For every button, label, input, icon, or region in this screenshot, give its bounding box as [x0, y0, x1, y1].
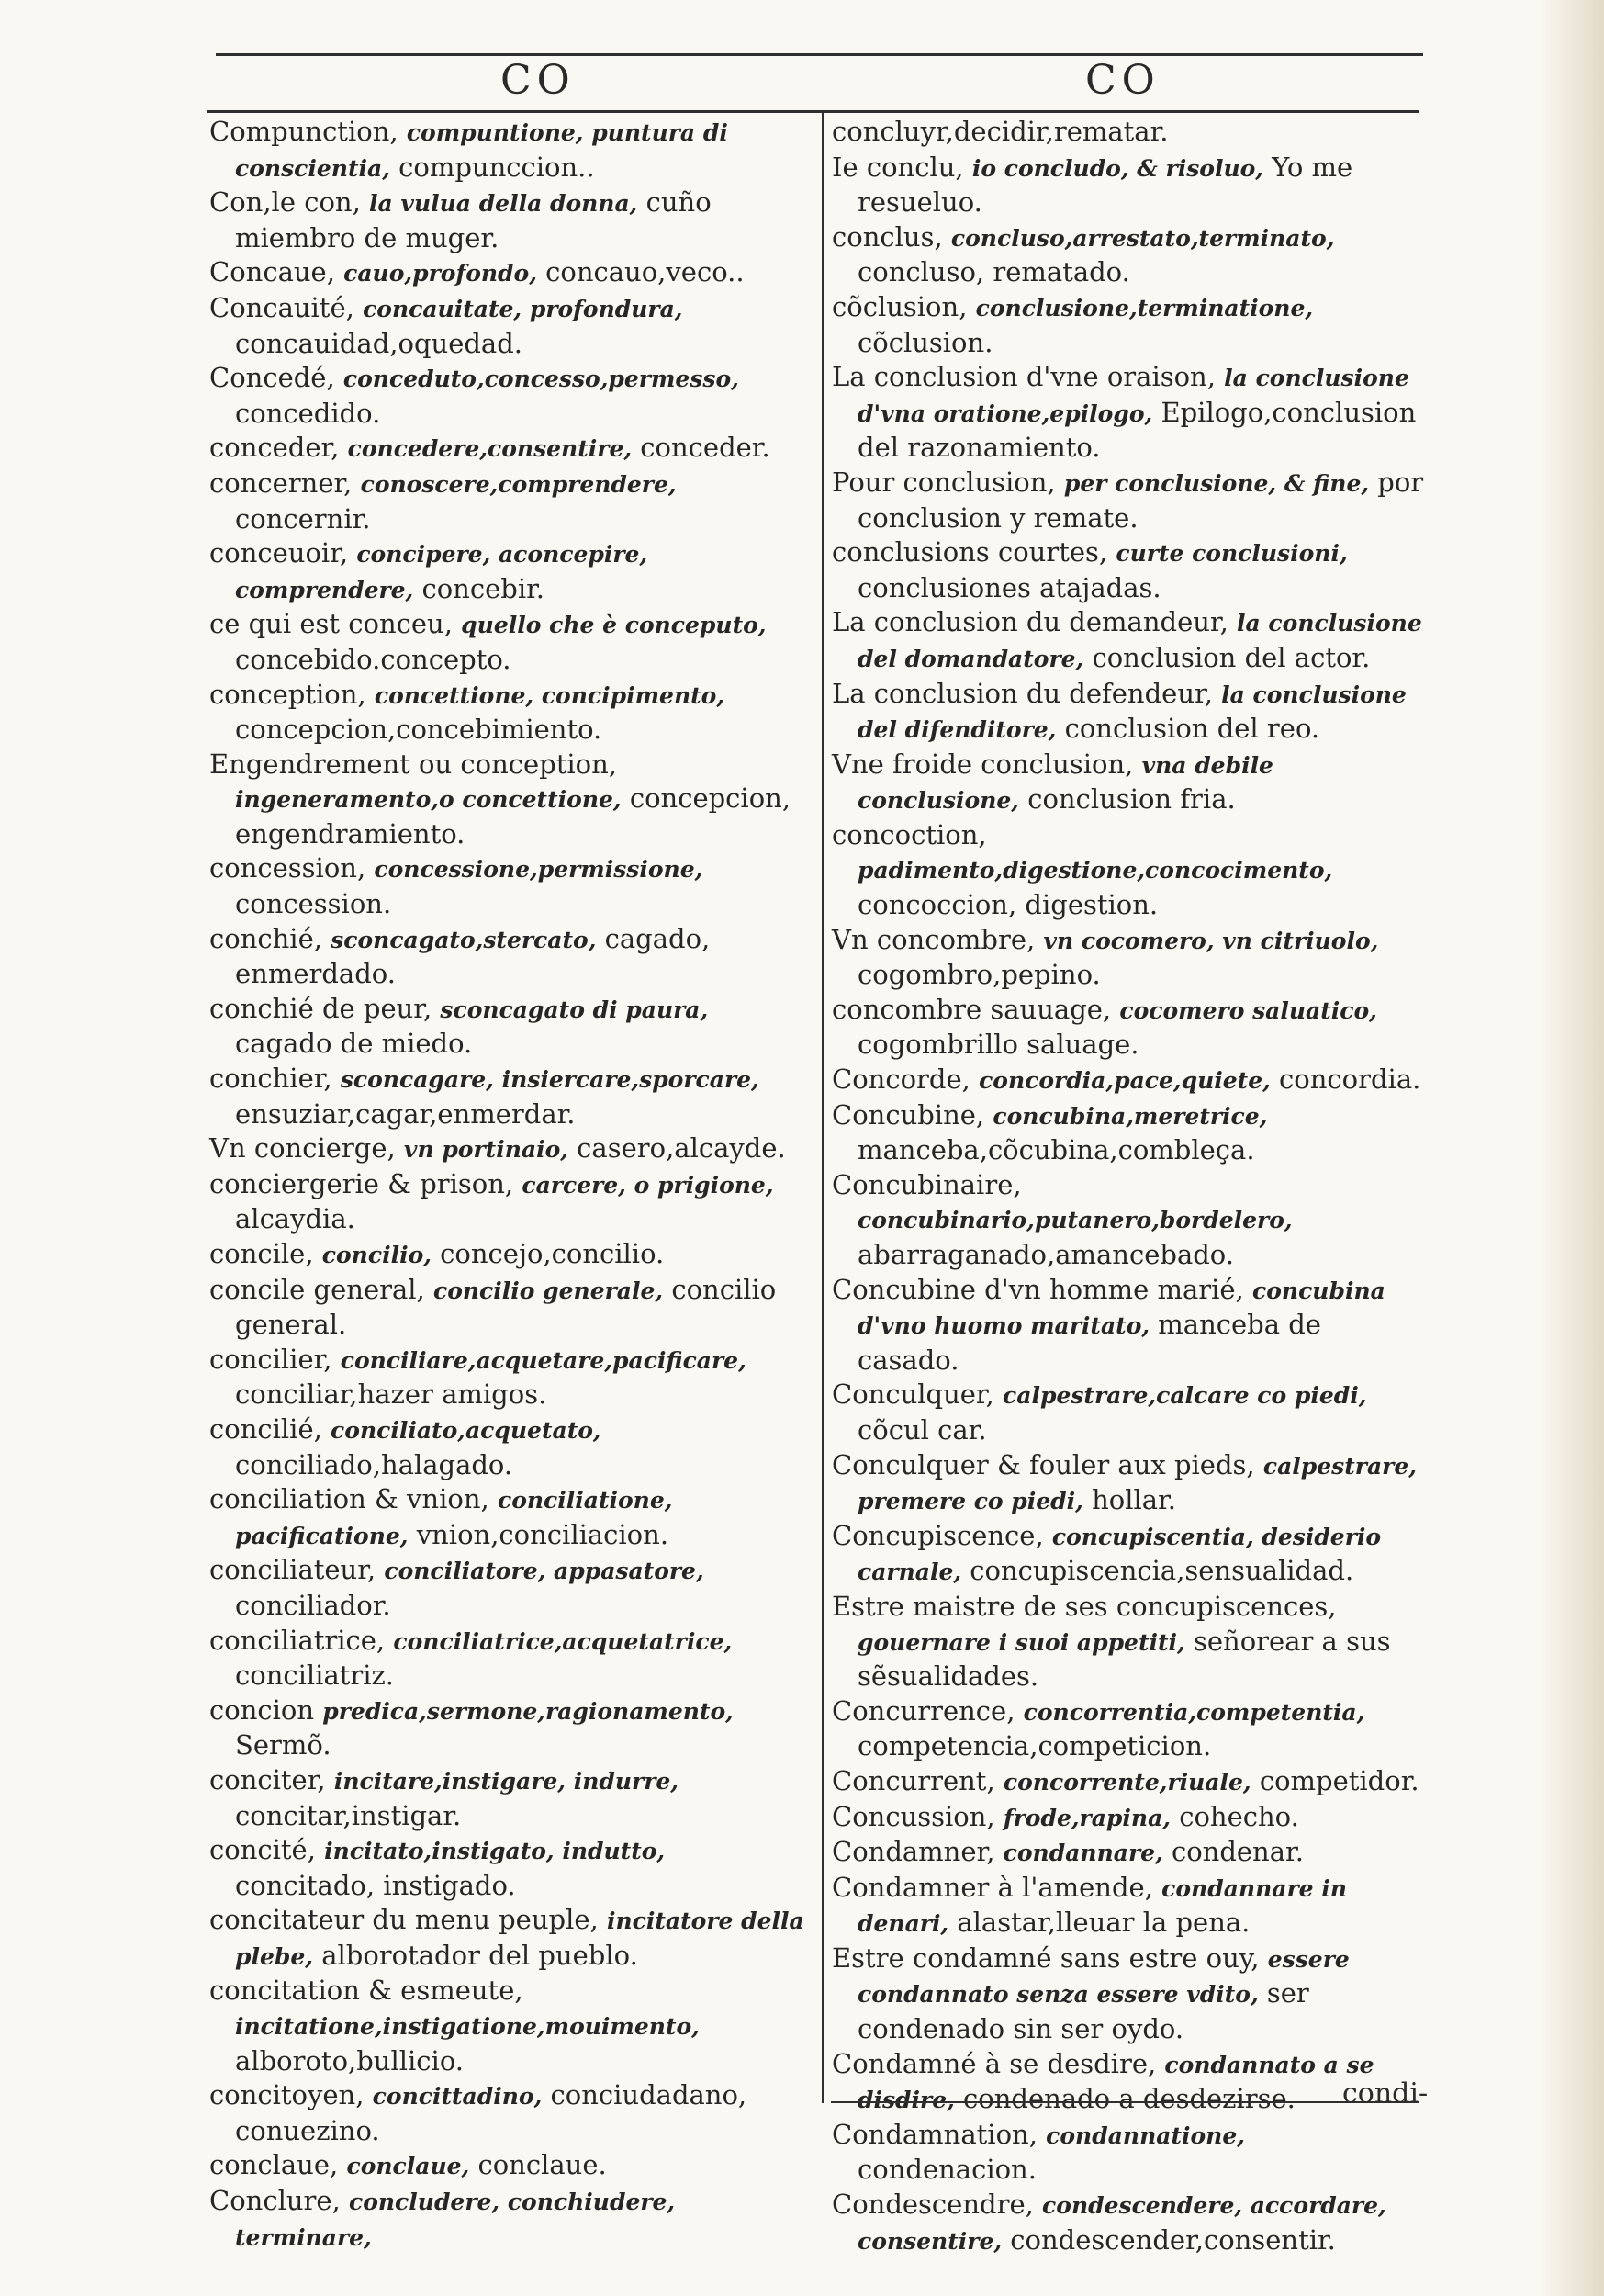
dictionary-entry [209, 255, 811, 291]
running-head-right: CO [1085, 57, 1161, 104]
spanish-gloss: concession. [235, 888, 392, 920]
headword: Conculquer & fouler aux pieds, [832, 1448, 1255, 1480]
spanish-gloss: concitar,instigar. [235, 1799, 462, 1831]
italian-gloss: per conclusione, & fine, [1063, 469, 1370, 497]
italian-gloss: concilio, [321, 1242, 432, 1268]
dictionary-entry [209, 1903, 811, 1974]
italian-gloss: io concludo, & risoluo, [971, 154, 1264, 182]
headword: Vn concombre, [832, 923, 1036, 955]
spanish-gloss: Epilogo,conclusion del razonamiento. [858, 396, 1417, 464]
dictionary-entry [209, 851, 811, 921]
spanish-gloss: abarraganado,amancebado. [858, 1239, 1234, 1270]
dictionary-entry [832, 1835, 1424, 1871]
spanish-gloss: cõcul car. [858, 1413, 987, 1446]
dictionary-entry [832, 535, 1424, 605]
spanish-gloss: condescender,consentir. [1010, 2223, 1336, 2256]
headword: Compunction, [209, 116, 398, 147]
dictionary-entry [832, 1941, 1424, 2047]
italian-gloss: concorrentia,competentia, [1023, 1698, 1365, 1726]
italian-gloss: concupiscentia, desiderio carnale, [858, 1523, 1382, 1586]
headword: Concubinaire, [832, 1168, 1022, 1200]
italian-gloss: frode,rapina, [1003, 1804, 1171, 1831]
spanish-gloss: concauidad,oquedad. [235, 327, 522, 359]
right-column [832, 115, 1424, 2258]
headword: conciliateur, [209, 1554, 376, 1586]
italian-gloss: curte conclusioni, [1116, 540, 1348, 568]
headword: Pour conclusion, [832, 466, 1056, 498]
dictionary-entry [832, 1273, 1424, 1379]
headword: conchié de peur, [209, 992, 432, 1024]
headword: La conclusion du demandeur, [832, 606, 1228, 638]
italian-gloss: incitatore della plebe, [235, 1908, 804, 1970]
italian-gloss: essere condannato senza essere vdito, [858, 1945, 1350, 2009]
dictionary-entry [832, 2118, 1424, 2188]
italian-gloss: vn cocomero, vn citriuolo, [1043, 927, 1379, 954]
dictionary-entry [209, 1553, 811, 1623]
headword: conciergerie & prison, [209, 1167, 514, 1199]
spanish-gloss: conciliar,hazer amigos. [235, 1379, 547, 1411]
dictionary-entry [832, 1800, 1424, 1836]
headword: Concussion, [832, 1800, 995, 1832]
spanish-gloss: condenacion. [858, 2154, 1037, 2186]
italian-gloss: cocomero saluatico, [1119, 996, 1377, 1024]
spanish-gloss: concluso, rematado. [858, 256, 1130, 288]
dictionary-entry [832, 1448, 1424, 1519]
dictionary-entry [832, 2188, 1424, 2258]
spanish-gloss: concepcion, engendramiento. [235, 782, 791, 850]
spanish-gloss: conciudadano, conuezino. [235, 2079, 747, 2146]
dictionary-entry [209, 536, 811, 607]
italian-gloss: concubinario,putanero,bordelero, [858, 1207, 1293, 1234]
dictionary-entry [209, 1763, 811, 1833]
headword: conciter, [209, 1763, 326, 1795]
headword: concile general, [209, 1273, 425, 1305]
italian-gloss: la conclusione del domandatore, [858, 610, 1422, 672]
dictionary-entry [209, 1624, 811, 1694]
spanish-gloss: Sermõ. [235, 1729, 331, 1761]
italian-gloss: conoscere,comprendere, [360, 470, 677, 498]
headword: Concurrent, [832, 1764, 995, 1796]
italian-gloss: condannare, [1003, 1840, 1163, 1867]
headword: Engendrement ou conception, [209, 748, 618, 780]
headword: Vne froide conclusion, [832, 748, 1134, 780]
spanish-gloss: ser condenado sin ser oydo. [858, 1977, 1309, 2045]
spanish-gloss: concepcion,concebimiento. [235, 714, 602, 746]
italian-gloss: vn portinaio, [403, 1136, 568, 1164]
spanish-gloss: concitado, instigado. [235, 1869, 516, 1901]
italian-gloss: conciliatore, appasatore, [384, 1558, 704, 1585]
spanish-gloss: condenado a desdezirse. [963, 2083, 1296, 2115]
dictionary-entry [832, 290, 1424, 360]
italian-gloss: concessione,permissione, [374, 856, 703, 884]
footer-rule [831, 2101, 1419, 2103]
italian-gloss: conciliare,acquetare,pacificare, [340, 1346, 746, 1374]
dictionary-entry [209, 1833, 811, 1903]
headword: Concedé, [209, 362, 335, 394]
italian-gloss: condescendere, accordare, consentire, [858, 2192, 1386, 2255]
spanish-gloss: alastar,lleuar la pena. [957, 1907, 1251, 1939]
dictionary-entry [832, 2047, 1424, 2118]
headword: Conclure, [209, 2185, 341, 2217]
italian-gloss: conciliato,acquetato, [331, 1416, 601, 1444]
dictionary-entry [209, 1343, 811, 1412]
dictionary-entry [209, 186, 811, 255]
italian-gloss: la conclusione del difenditore, [858, 681, 1407, 744]
italian-gloss: concittadino, [372, 2083, 543, 2110]
italian-gloss: ingeneramento,o concettione, [235, 786, 622, 814]
italian-gloss: padimento,digestione,concocimento, [858, 857, 1333, 884]
dictionary-entry [209, 361, 811, 431]
headword: conceuoir, [209, 537, 349, 569]
italian-gloss: condannatione, [1046, 2122, 1245, 2149]
spanish-gloss: competidor. [1259, 1764, 1419, 1796]
spanish-gloss: concebido.concepto. [235, 643, 511, 675]
headword: Condamner, [832, 1836, 995, 1868]
spanish-gloss: concoccion, digestion. [858, 889, 1159, 921]
headword: Concauité, [209, 291, 354, 323]
italian-gloss: concordia,pace,quiete, [979, 1067, 1271, 1095]
italian-gloss: incitatione,instigatione,mouimento, [235, 2013, 700, 2041]
spanish-gloss: cogombro,pepino. [858, 959, 1101, 991]
dictionary-entry [832, 1871, 1424, 1941]
italian-gloss: concubina,meretrice, [993, 1102, 1268, 1130]
dictionary-entry [832, 1168, 1424, 1273]
headword: concerner, [209, 467, 353, 499]
dictionary-entry [209, 431, 811, 467]
italian-gloss: conclusione,terminatione, [975, 294, 1314, 321]
spanish-gloss: manceba de casado. [858, 1309, 1321, 1376]
spanish-gloss: cuño miembro de muger. [235, 186, 712, 253]
italian-gloss: calpestrare, premere co piedi, [858, 1452, 1417, 1515]
spanish-gloss: concordia. [1279, 1064, 1421, 1096]
headword: La conclusion d'vne oraison, [832, 361, 1216, 393]
dictionary-entry [209, 2184, 811, 2255]
headword: concitateur du menu peuple, [209, 1904, 599, 1936]
dictionary-entry [209, 467, 811, 536]
headword: Condamnation, [832, 2118, 1038, 2150]
dictionary-entry [209, 678, 811, 748]
dictionary-entry [209, 2148, 811, 2184]
spanish-gloss: conclaue. [477, 2149, 607, 2181]
headword: concoction, [832, 818, 987, 850]
headword: concilier, [209, 1343, 332, 1375]
dictionary-entry [209, 1482, 811, 1553]
italian-gloss: condannato a se disdire, [858, 2051, 1374, 2114]
spanish-gloss: conclusion del reo. [1064, 713, 1320, 745]
headword: conclaue, [209, 2149, 339, 2181]
dictionary-entry [832, 151, 1424, 220]
dictionary-entry [832, 677, 1424, 748]
spanish-gloss: conclusiones atajadas. [858, 571, 1161, 603]
spanish-gloss: concluyr,decidir,rematar. [832, 116, 1169, 147]
spanish-gloss: cagado de miedo. [235, 1028, 473, 1060]
italian-gloss: conclaue, [346, 2153, 470, 2180]
dictionary-entry [832, 748, 1424, 818]
dictionary-entry [209, 1273, 811, 1343]
headword: concombre sauuage, [832, 993, 1112, 1025]
dictionary-entry [832, 466, 1424, 535]
spanish-gloss: cagado, enmerdado. [235, 922, 711, 990]
headword: concession, [209, 852, 366, 884]
dictionary-entry [832, 818, 1424, 923]
headword: Concorde, [832, 1064, 970, 1096]
italian-gloss: concludere, conchiudere, terminare, [235, 2189, 676, 2251]
left-column [209, 115, 811, 2255]
spanish-gloss: compunccion.. [398, 151, 595, 183]
headword: concion [209, 1694, 315, 1726]
headword: Concubine, [832, 1098, 985, 1131]
spanish-gloss: conceder. [640, 432, 770, 464]
headword: Concurrence, [832, 1694, 1015, 1727]
headword: concitation & esmeute, [209, 1975, 523, 2007]
catchword: condi- [1342, 2077, 1429, 2110]
headword: ce qui est conceu, [209, 608, 453, 640]
spanish-gloss: concupiscencia,sensualidad. [970, 1555, 1354, 1587]
spanish-gloss: cogombrillo saluage. [858, 1029, 1139, 1061]
spanish-gloss: hollar. [1092, 1484, 1176, 1516]
spanish-gloss: cõclusion. [858, 326, 993, 358]
spanish-gloss: concilio general. [235, 1273, 777, 1341]
italian-gloss: concipere, aconcepire, comprendere, [235, 541, 648, 603]
dictionary-entry [209, 748, 811, 852]
spanish-gloss: concauo,veco.. [545, 256, 745, 288]
dictionary-entry [832, 605, 1424, 676]
dictionary-entry [209, 1974, 811, 2078]
italian-gloss: carcere, o prigione, [522, 1171, 774, 1199]
dictionary-entry [832, 1590, 1424, 1694]
spanish-gloss: vnion,conciliacion. [416, 1518, 669, 1550]
headword: Con,le con, [209, 186, 361, 219]
dictionary-entry [209, 1412, 811, 1482]
dictionary-entry [209, 2078, 811, 2148]
spanish-gloss: Yo me resueluo. [858, 151, 1353, 219]
dictionary-entry [832, 1063, 1424, 1098]
italian-gloss: concubina d'vno huomo maritato, [858, 1277, 1385, 1340]
dictionary-entry [832, 1519, 1424, 1590]
headword: conchié, [209, 922, 322, 954]
spanish-gloss: cohecho. [1179, 1800, 1299, 1832]
spanish-gloss: concejo,concilio. [440, 1238, 665, 1269]
spanish-gloss: señorear a sus sẽsualidades. [858, 1625, 1391, 1693]
headword: conciliation & vnion, [209, 1483, 489, 1515]
spanish-gloss: alboroto,bullicio. [235, 2044, 464, 2077]
spanish-gloss: concedido. [235, 397, 381, 429]
dictionary-entry [832, 220, 1424, 290]
italian-gloss: predica,sermone,ragionamento, [322, 1697, 734, 1725]
dictionary-entry [209, 1694, 811, 1763]
spanish-gloss: concebir. [421, 572, 545, 604]
italian-gloss: sconcagato di paura, [440, 996, 709, 1023]
headword: cõclusion, [832, 290, 968, 322]
column-divider [822, 110, 824, 2103]
dictionary-entry [209, 291, 811, 361]
headword: Estre condamné sans estre ouy, [832, 1941, 1260, 1974]
spanish-gloss: conclusion del actor. [1092, 641, 1371, 673]
running-head-left: CO [500, 57, 576, 104]
headword: Condescendre, [832, 2189, 1034, 2221]
italian-gloss: incitato,instigato, indutto, [324, 1838, 666, 1865]
italian-gloss: concluso,arrestato,terminato, [950, 224, 1335, 252]
headword: conclus, [832, 220, 943, 253]
italian-gloss: conceduto,concesso,permesso, [342, 366, 739, 393]
dictionary-entry [832, 360, 1424, 466]
dictionary-entry [209, 1062, 811, 1131]
spanish-gloss: manceba,cõcubina,combleça. [858, 1134, 1255, 1166]
italian-gloss: concauitate, profondura, [363, 295, 683, 322]
headword: Vn concierge, [209, 1132, 396, 1165]
dictionary-entry [209, 1237, 811, 1273]
spanish-gloss: alcaydia. [235, 1203, 355, 1235]
dictionary-entry [209, 1167, 811, 1237]
italian-gloss: la conclusione d'vna oratione,epilogo, [858, 365, 1409, 427]
dictionary-entry [832, 993, 1424, 1063]
headword: conciliatrice, [209, 1624, 386, 1656]
dictionary-entry [832, 1764, 1424, 1800]
italian-gloss: condannare in denari, [858, 1874, 1347, 1938]
dictionary-entry [209, 992, 811, 1062]
dictionary-entry [832, 115, 1424, 151]
dictionary-entry [209, 1131, 811, 1167]
headword: Ie conclu, [832, 151, 964, 183]
italian-gloss: incitare,instigare, indurre, [333, 1767, 679, 1795]
header-rule [207, 110, 1419, 113]
spanish-gloss: casero,alcayde. [577, 1132, 786, 1165]
dictionary-entry [209, 115, 811, 186]
spanish-gloss: concernir. [235, 502, 371, 535]
headword: concilié, [209, 1412, 322, 1445]
headword: Condamné à se desdire, [832, 2047, 1157, 2079]
italian-gloss: calpestrare,calcare co piedi, [1003, 1382, 1367, 1410]
italian-gloss: sconcagato,stercato, [331, 926, 597, 953]
headword: Concubine d'vn homme marié, [832, 1273, 1244, 1305]
spanish-gloss: por conclusion y remate. [858, 466, 1424, 534]
spanish-gloss: ensuziar,cagar,enmerdar. [235, 1097, 576, 1130]
headword: conception, [209, 678, 366, 710]
dictionary-entry [209, 922, 811, 992]
spanish-gloss: condenar. [1171, 1836, 1304, 1868]
spanish-gloss: conciliatriz. [235, 1660, 395, 1692]
spanish-gloss: conciliado,halagado. [235, 1448, 513, 1480]
spanish-gloss: alborotador del pueblo. [321, 1939, 638, 1971]
dictionary-entry [832, 1098, 1424, 1168]
headword: concile, [209, 1238, 314, 1269]
headword: conceder, [209, 432, 340, 464]
spanish-gloss: competencia,competicion. [858, 1730, 1212, 1762]
italian-gloss: cauo,profondo, [343, 260, 537, 287]
headword: La conclusion du defendeur, [832, 677, 1213, 709]
italian-gloss: conciliatrice,acquetatrice, [393, 1627, 733, 1655]
spanish-gloss: conciliador. [235, 1589, 391, 1621]
headword: Condamner à l'amende, [832, 1871, 1153, 1903]
top-rule [216, 53, 1423, 56]
headword: Concupiscence, [832, 1519, 1044, 1551]
headword: Conculquer, [832, 1379, 994, 1411]
dictionary-entry [832, 1694, 1424, 1764]
italian-gloss: concedere,consentire, [347, 435, 633, 463]
italian-gloss: concilio generale, [432, 1277, 664, 1304]
headword: conchier, [209, 1063, 332, 1095]
italian-gloss: la vulua della donna, [369, 190, 638, 218]
italian-gloss: vna debile conclusione, [858, 751, 1273, 815]
italian-gloss: quello che è conceputo, [461, 612, 767, 639]
italian-gloss: concorrente,riuale, [1003, 1768, 1251, 1795]
italian-gloss: conciliatione, pacificatione, [235, 1487, 673, 1549]
italian-gloss: compuntione, puntura di conscientia, [235, 119, 728, 182]
italian-gloss: gouernare i suoi appetiti, [858, 1628, 1185, 1656]
italian-gloss: concettione, concipimento, [374, 681, 725, 709]
headword: concité, [209, 1834, 316, 1866]
dictionary-entry [832, 1378, 1424, 1447]
page-edge-shadow [1540, 0, 1604, 2296]
headword: Concaue, [209, 256, 335, 288]
dictionary-entry [832, 923, 1424, 993]
spanish-gloss: conclusion fria. [1027, 783, 1236, 816]
italian-gloss: sconcagare, insiercare,sporcare, [340, 1066, 759, 1094]
headword: concitoyen, [209, 2079, 365, 2111]
headword: Estre maistre de ses concupiscences, [832, 1590, 1337, 1622]
dictionary-entry [209, 607, 811, 677]
headword: conclusions courtes, [832, 536, 1108, 568]
